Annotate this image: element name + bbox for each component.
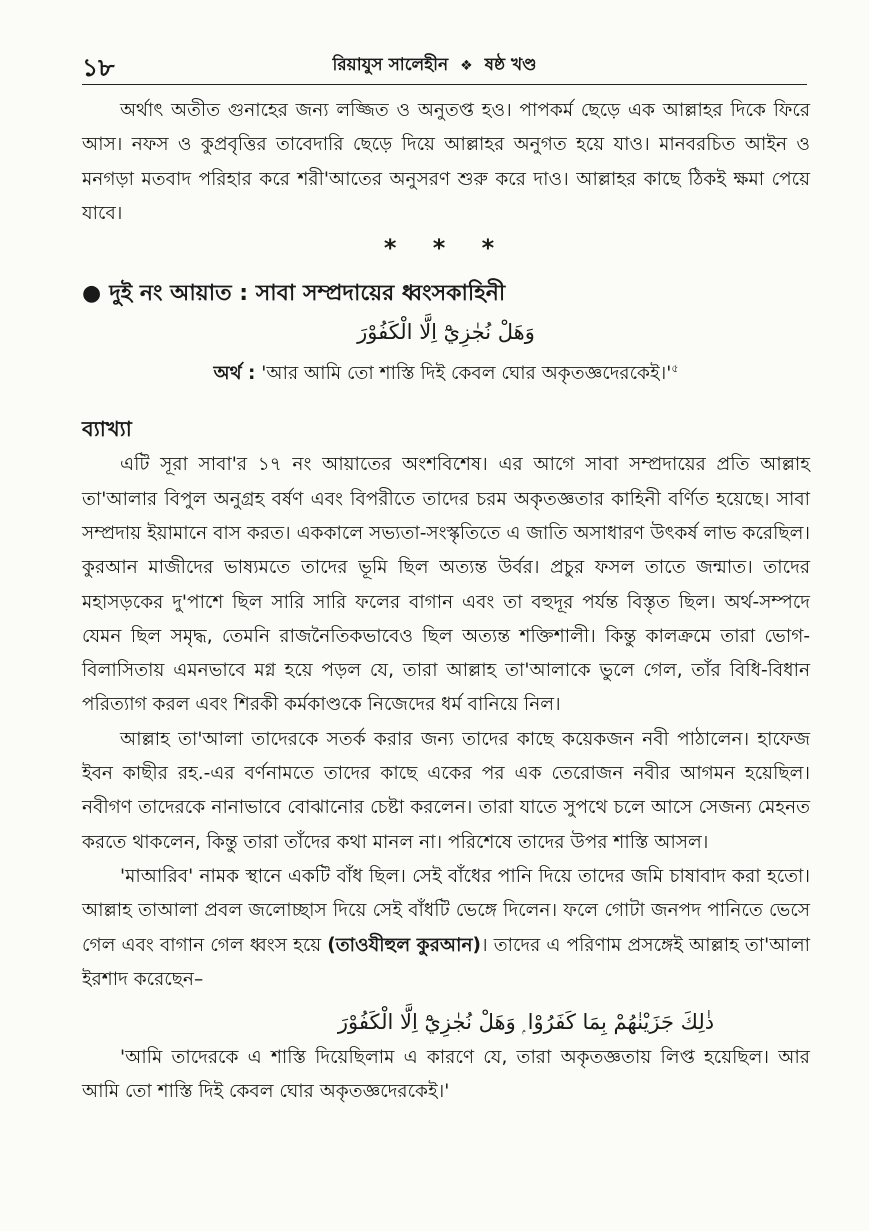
volume-label: ষষ্ঠ খণ্ড [484,55,537,75]
verse-heading [82,275,810,313]
paragraph-3-tail: । তাদের এ পরিণাম প্রসঙ্গেই আল্লাহ তা'আলা ইরশাদ করেছেন– [82,934,810,990]
paragraph-3-text: 'মাআরিব' নামক স্থানে একটি বাঁধ ছিল। সেই বাঁধের পানি দিয়ে তাদের জমি চাষাবাদ করা হতো। আল্লাহ তাআলা প্রবল জলোচ্ছাস দিয়ে সেই বাঁধটি ভেঙ্গে দিলেন। ফলে গোটা জনপদ পানিতে ভেসে গেল এবং বাগান গেল ধ্বংস হয়ে [82,865,810,956]
intro-paragraph: অর্থাৎ অতীত গুনাহের জন্য লজ্জিত ও অনুতপ্ত হও। পাপকর্ম ছেড়ে এক আল্লাহর দিকে ফিরে আস। নফস ও কুপ্রবৃত্তির তাবেদারি ছেড়ে দিয়ে আল্লাহর অনুগত হয়ে যাও। মানবরচিত আইন ও মনগড়া মতবাদ পরিহার করে শরী'আতের অনুসরণ শুরু করে দাও। আল্লাহর কাছে ঠিকই ক্ষমা পেয়ে যাবে। [82,100,810,224]
explanation-paragraph-1: এটি সূরা সাবা'র ১৭ নং আয়াতের অংশবিশেষ। এর আগে সাবা সম্প্রদায়ের প্রতি আল্লাহ তা'আলার বিপুল অনুগ্রহ বর্ষণ এবং বিপরীতে তাদের চরম অকৃতজ্ঞতার কাহিনী বর্ণিত হয়েছে। সাবা সম্প্রদায় ইয়ামানে বাস করত। এককালে সভ্যতা-সংস্কৃতিতে এ জাতি অসাধারণ উৎকর্ষ লাভ করেছিল। কুরআন মাজীদের ভাষ্যমতে তাদের ভূমি ছিল অত্যন্ত উর্বর। প্রচুর ফসল তাতে জন্মাত। তাদের মহাসড়কের দু'পাশে ছিল সারি সারি ফলের বাগান এবং তা বহুদূর পর্যন্ত বিস্তৃত ছিল। অর্থ-সম্পদে যেমন ছিল সমৃদ্ধ, তেমনি রাজনৈতিকভাবেও ছিল অত্যন্ত শক্তিশালী। কিন্তু কালক্রমে তারা ভোগ-বিলাসিতায় এমনভাবে মগ্ন হয়ে পড়ল যে, তারা আল্লাহ তা'আলাকে ভুলে গেল, তাঁর বিধি-বিধান পরিত্যাগ করল এবং শিরকী কর্মকাণ্ডকে নিজেদের ধর্ম বানিয়ে নিল। [82,454,810,716]
arabic-quote: ذٰلِكَ جَزَيْنٰهُمْ بِمَا كَفَرُوْا ۭ وَهَلْ نُجٰزِيْٓ اِلَّا الْكَفُوْرَ [337,1010,715,1035]
page-body [82,94,810,1110]
citation: (তাওযীহুল কুরআন) [327,934,481,956]
running-title [0,52,869,80]
title-separator-icon: ❖ [460,58,473,74]
page-number: ১৮ [82,53,115,82]
final-translation: 'আমি তাদেরকে এ শাস্তি দিয়েছিলাম এ কারণে যে, তারা অকৃতজ্ঞতায় লিপ্ত হয়েছিল। আর আমি তো শাস্তি দিই কেবল ঘোর অকৃতজ্ঞদেরকেই।' [82,1047,810,1103]
explanation-paragraph-2: আল্লাহ তা'আলা তাদেরকে সতর্ক করার জন্য তাদের কাছে কয়েকজন নবী পাঠালেন। হাফেজ ইবন কাছীর রহ.-এর বর্ণনামতে তাদের কাছে একের পর এক তেরোজন নবীর আগমন হয়েছিল। নবীগণ তাদেরকে নানাভাবে বোঝানোর চেষ্টা করলেন। তারা যাতে সুপথে চলে আসে সেজন্য মেহনত করতে থাকলেন, কিন্তু তারা তাঁদের কথা মানল না। পরিশেষে তাদের উপর শাস্তি আসল। [82,728,810,853]
explanation-heading: ব্যাখ্যা [82,417,132,442]
bullet-icon: ● [82,281,102,307]
section-separator: * * * [383,234,509,263]
explanation-paragraph-3 [82,860,810,997]
footnote-mark: ৫ [671,362,679,376]
verse-meaning [82,351,810,392]
verse-heading-text: দুই নং আয়াত : সাবা সম্প্রদায়ের ধ্বংসকাহিনী [109,281,506,307]
meaning-text: 'আর আমি তো শাস্তি দিই কেবল ঘোর অকৃতজ্ঞদেরকেই।' [261,363,672,385]
header-rule [82,84,807,85]
page-header [0,40,869,86]
arabic-verse: وَهَلْ نُجٰزِيْٓ اِلَّا الْكَفُوْرَ [357,320,535,345]
book-title: রিয়াযুস সালেহীন [332,55,449,75]
meaning-label: অর্থ : [213,363,256,385]
